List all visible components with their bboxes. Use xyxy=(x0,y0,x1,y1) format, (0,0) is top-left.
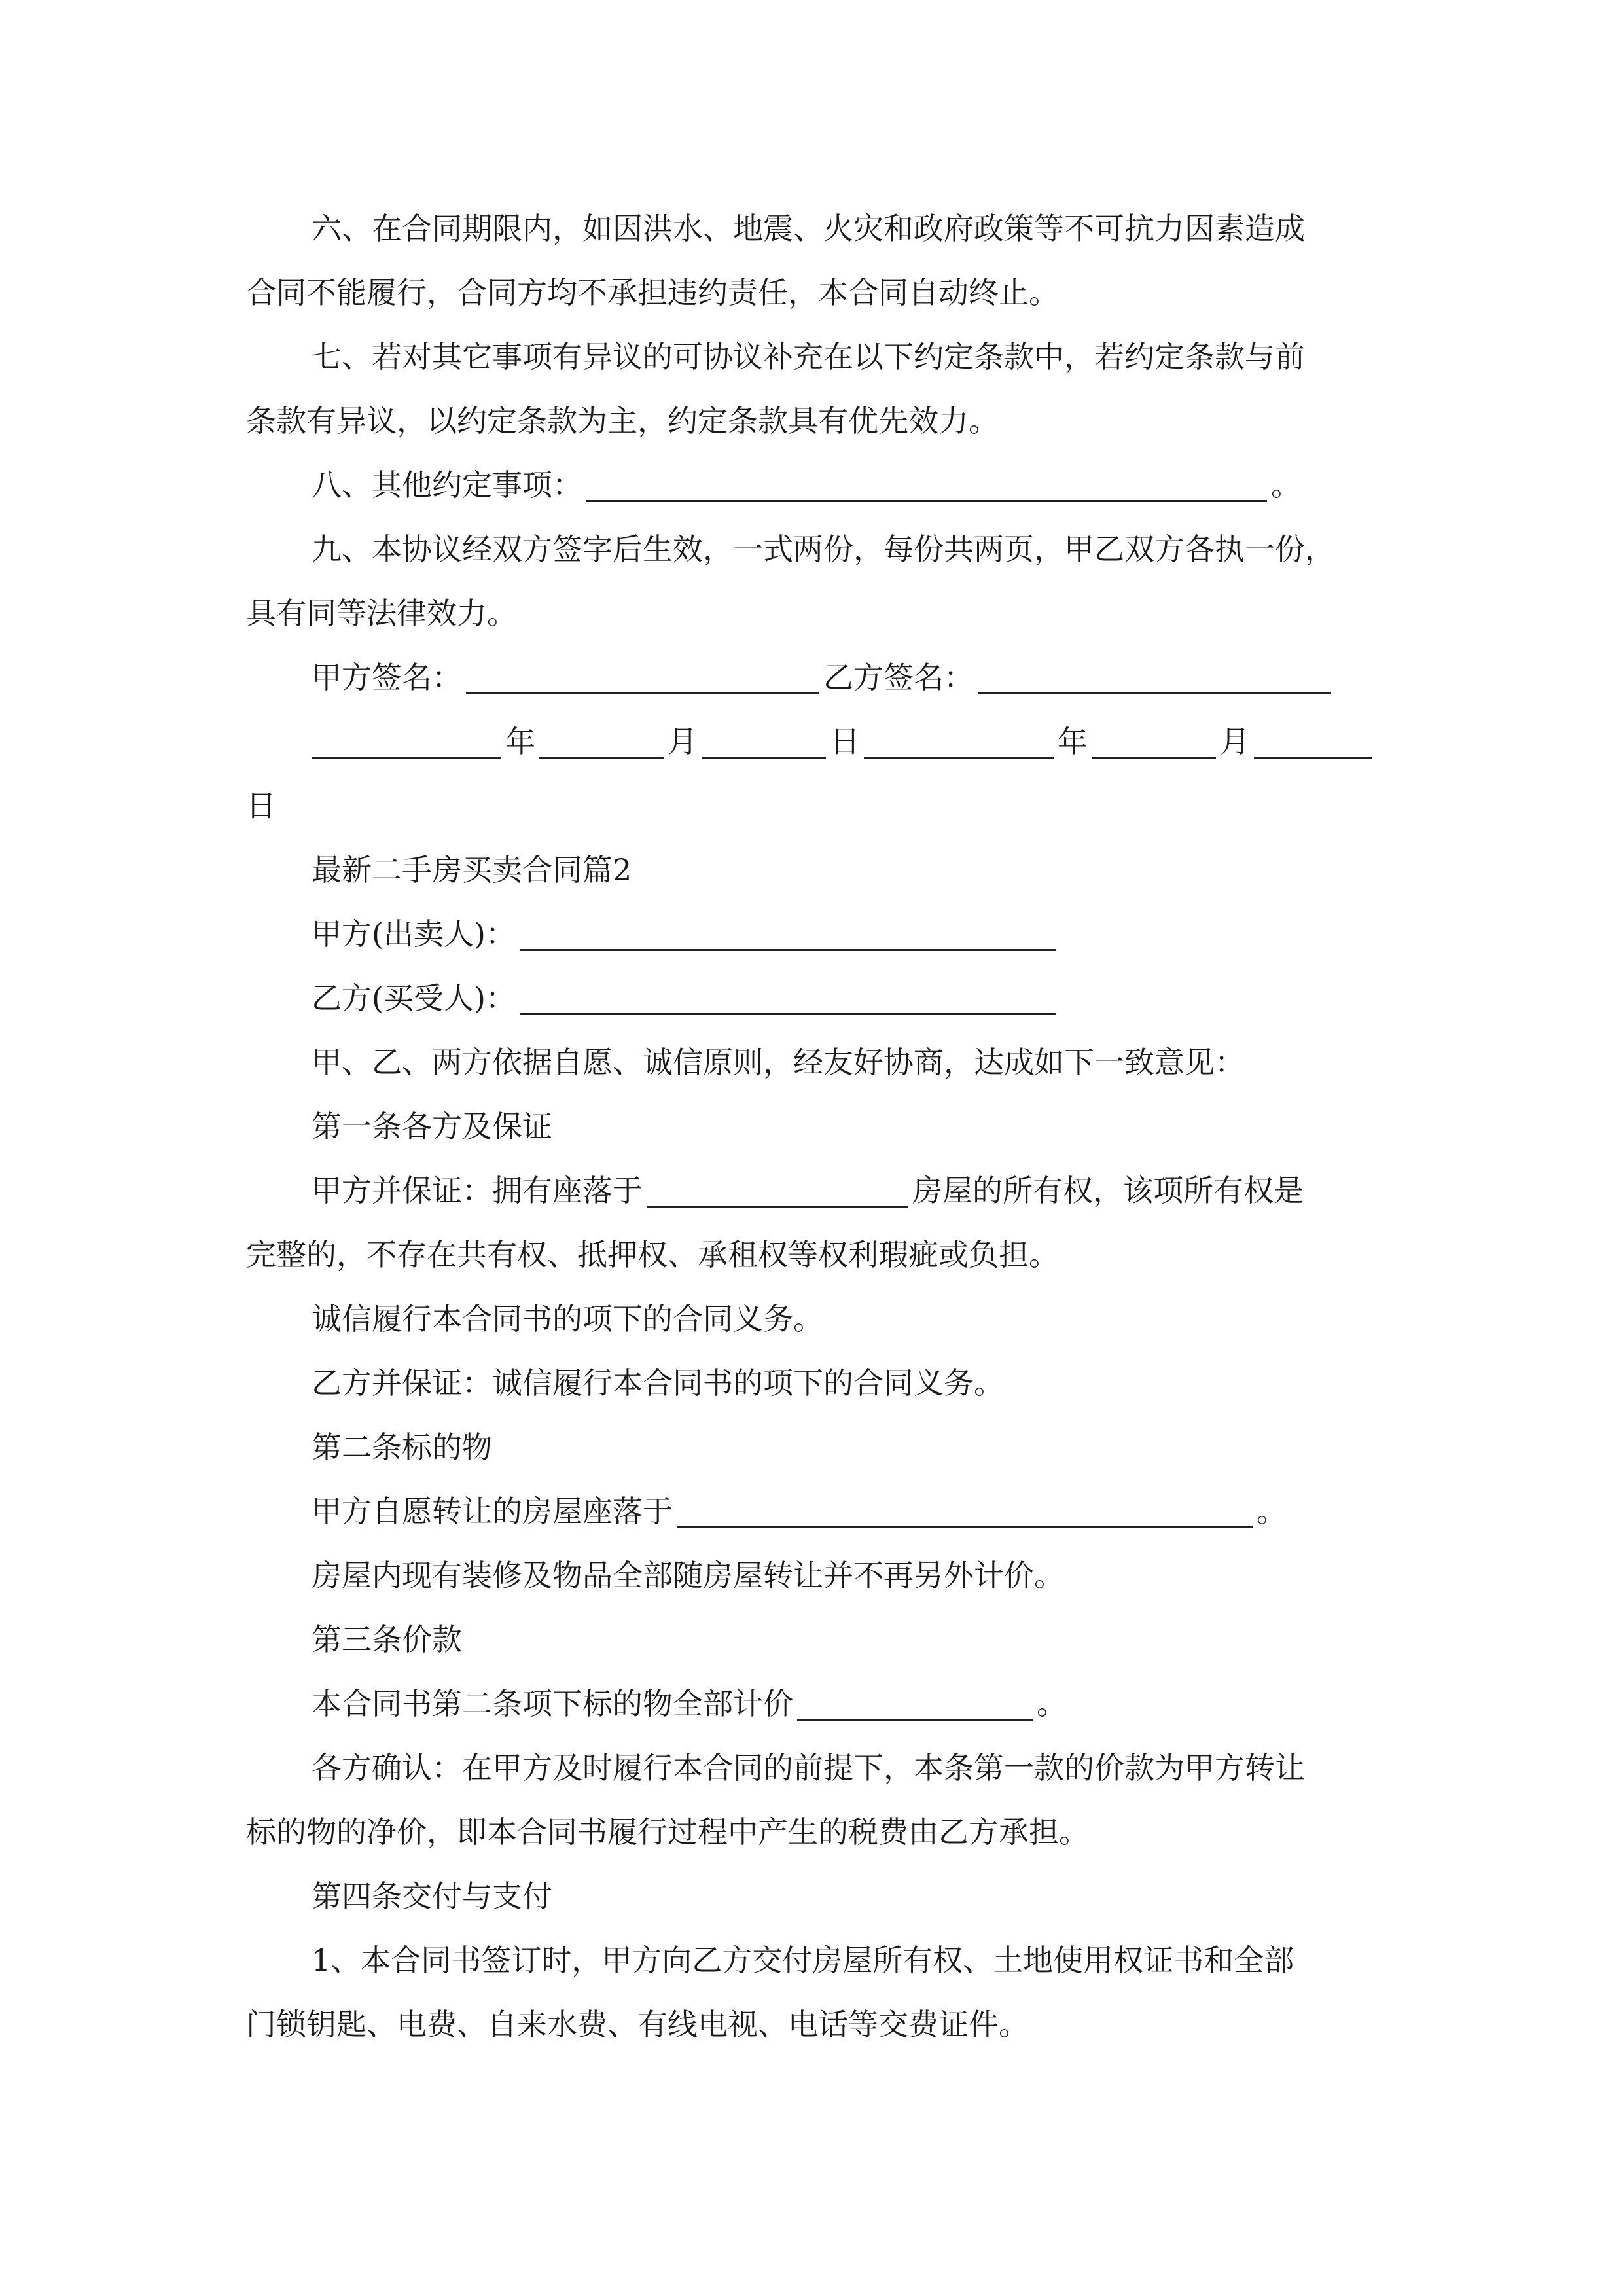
article-2-p1-end: 。 xyxy=(1257,1494,1287,1529)
other-terms-blank[interactable] xyxy=(586,453,1267,502)
article-1-p3-text: 乙方并保证：诚信履行本合同书的项下的合同义务。 xyxy=(312,1365,1004,1401)
article-4-p1-text-1: 1、本合同书签订时，甲方向乙方交付房屋所有权、土地使用权证书和全部 xyxy=(312,1943,1294,1978)
contract-body xyxy=(246,196,1378,2056)
intro-text: 甲、乙、两方依据自愿、诚信原则，经友好协商，达成如下一致意见： xyxy=(312,1045,1245,1080)
clause-9-line-1 xyxy=(246,517,1378,581)
party-b-day-blank[interactable] xyxy=(1254,709,1372,759)
article-3-p1-prefix: 本合同书第二条项下标的物全部计价 xyxy=(312,1686,793,1721)
article-1-p2-text: 诚信履行本合同书的项下的合同义务。 xyxy=(312,1301,823,1336)
clause-9-text-2: 具有同等法律效力。 xyxy=(246,596,517,631)
article-3-title-line xyxy=(246,1607,1378,1672)
date-line-wrap xyxy=(246,774,1378,838)
clause-7-line-1 xyxy=(246,325,1378,389)
party-b-year-blank[interactable] xyxy=(864,709,1054,759)
day-label-b: 日 xyxy=(246,788,276,823)
month-label-a: 月 xyxy=(668,724,698,759)
article-3-title: 第三条价款 xyxy=(312,1622,462,1657)
section-title-line xyxy=(246,838,1378,902)
year-label-a: 年 xyxy=(505,724,535,759)
party-a-month-blank[interactable] xyxy=(539,709,664,759)
party-a-year-blank[interactable] xyxy=(312,709,501,759)
price-blank[interactable] xyxy=(797,1672,1033,1721)
buyer-name-blank[interactable] xyxy=(520,966,1056,1015)
article-2-p2-line xyxy=(246,1543,1378,1607)
clause-7-text-1: 七、若对其它事项有异议的可协议补充在以下约定条款中，若约定条款与前 xyxy=(312,339,1305,374)
property-location-blank[interactable] xyxy=(647,1158,908,1208)
article-3-p2-line-2 xyxy=(246,1800,1378,1864)
article-1-p1-line-2 xyxy=(246,1223,1378,1287)
buyer-line xyxy=(246,966,1378,1030)
seller-name-blank[interactable] xyxy=(520,902,1056,951)
article-4-title: 第四条交付与支付 xyxy=(312,1878,552,1914)
party-b-month-blank[interactable] xyxy=(1092,709,1216,759)
clause-8-line xyxy=(246,453,1378,517)
article-1-p1-prefix: 甲方并保证：拥有座落于 xyxy=(312,1173,643,1208)
clause-6-text-1: 六、在合同期限内，如因洪水、地震、火灾和政府政策等不可抗力因素造成 xyxy=(312,211,1305,246)
party-b-signature-label: 乙方签名： xyxy=(823,660,974,695)
buyer-label: 乙方(买受人)： xyxy=(312,980,516,1016)
party-a-day-blank[interactable] xyxy=(702,709,826,759)
article-1-title: 第一条各方及保证 xyxy=(312,1109,552,1144)
article-2-title: 第二条标的物 xyxy=(312,1429,492,1465)
article-4-p1-line-2 xyxy=(246,1992,1378,2056)
article-4-title-line xyxy=(246,1864,1378,1928)
article-1-title-line xyxy=(246,1094,1378,1158)
article-1-p3-line xyxy=(246,1351,1378,1415)
clause-9-line-2 xyxy=(246,581,1378,645)
article-1-p1-suffix: 房屋的所有权，该项所有权是 xyxy=(912,1173,1304,1208)
article-3-p2-text-1: 各方确认：在甲方及时履行本合同的前提下，本条第一款的价款为甲方转让 xyxy=(312,1750,1305,1785)
article-4-p1-text-2: 门锁钥匙、电费、自来水费、有线电视、电话等交费证件。 xyxy=(246,2007,1029,2042)
article-3-p1-end: 。 xyxy=(1037,1686,1067,1721)
article-1-p2-line xyxy=(246,1287,1378,1351)
party-b-signature-blank[interactable] xyxy=(978,645,1331,694)
clause-8-end: 。 xyxy=(1271,467,1301,503)
article-4-p1-line-1 xyxy=(246,1928,1378,1992)
month-label-b: 月 xyxy=(1220,724,1250,759)
clause-6-line-2 xyxy=(246,260,1378,325)
party-a-signature-blank[interactable] xyxy=(466,645,819,694)
article-3-p1-line xyxy=(246,1672,1378,1736)
transfer-location-blank[interactable] xyxy=(677,1479,1253,1528)
clause-9-text-1: 九、本协议经双方签字后生效，一式两份，每份共两页，甲乙双方各执一份， xyxy=(312,531,1335,567)
article-3-p2-line-1 xyxy=(246,1736,1378,1800)
article-2-p1-prefix: 甲方自愿转让的房屋座落于 xyxy=(312,1494,673,1529)
date-line xyxy=(246,709,1378,774)
article-1-p1-line-1 xyxy=(246,1158,1378,1223)
clause-6-text-2: 合同不能履行，合同方均不承担违约责任，本合同自动终止。 xyxy=(246,275,1059,310)
seller-line xyxy=(246,902,1378,966)
clause-7-text-2: 条款有异议，以约定条款为主，约定条款具有优先效力。 xyxy=(246,403,999,439)
article-1-p1-text-2: 完整的，不存在共有权、抵押权、承租权等权利瑕疵或负担。 xyxy=(246,1237,1059,1272)
signature-line xyxy=(246,645,1378,709)
year-label-b: 年 xyxy=(1058,724,1088,759)
article-2-p1-line xyxy=(246,1479,1378,1543)
day-label-a: 日 xyxy=(830,724,860,759)
intro-line xyxy=(246,1030,1378,1094)
clause-8-label: 八、其他约定事项： xyxy=(312,467,582,503)
article-3-p2-text-2: 标的物的净价，即本合同书履行过程中产生的税费由乙方承担。 xyxy=(246,1814,1089,1850)
clause-6-line-1 xyxy=(246,196,1378,260)
article-2-title-line xyxy=(246,1415,1378,1479)
party-a-signature-label: 甲方签名： xyxy=(312,660,462,695)
article-2-p2-text: 房屋内现有装修及物品全部随房屋转让并不再另外计价。 xyxy=(312,1558,1064,1593)
seller-label: 甲方(出卖人)： xyxy=(312,916,516,952)
section-title: 最新二手房买卖合同篇2 xyxy=(312,852,632,888)
clause-7-line-2 xyxy=(246,389,1378,453)
